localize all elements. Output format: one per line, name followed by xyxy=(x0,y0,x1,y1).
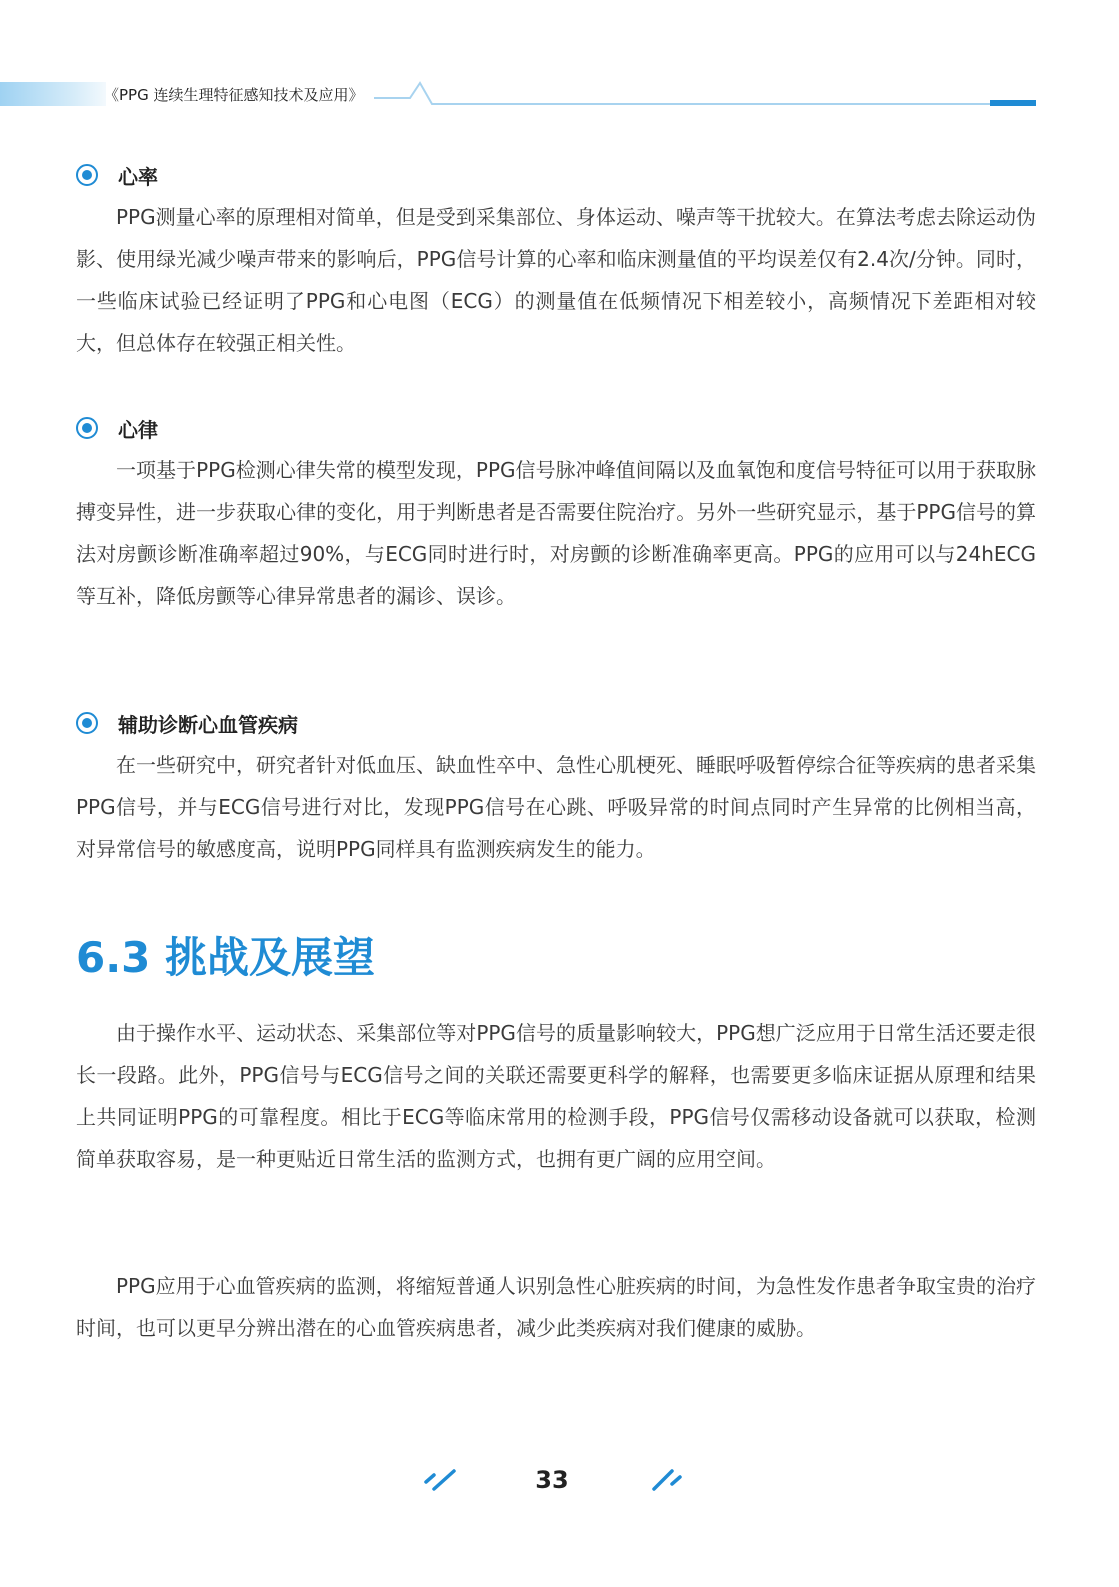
section-title: 辅助诊断心血管疾病 xyxy=(118,712,298,737)
header-pulse-line xyxy=(370,78,1040,110)
bullet-circle-icon xyxy=(76,712,98,734)
section-heading-cardiovascular xyxy=(76,709,298,737)
header-color-band xyxy=(0,82,106,106)
section-heading-heart-rhythm xyxy=(76,414,158,442)
chapter-title: 6.3 挑战及展望 xyxy=(76,933,376,982)
footer-slash-decoration-right xyxy=(650,1466,684,1494)
chapter-paragraph: PPG应用于心血管疾病的监测，将缩短普通人识别急性心脏疾病的时间，为急性发作患者争取宝贵的治疗时间，也可以更早分辨出潜在的心血管疾病患者，减少此类疾病对我们健康的威胁。 xyxy=(76,1274,1036,1340)
section-title: 心律 xyxy=(118,417,158,442)
bullet-circle-icon xyxy=(76,417,98,439)
section-paragraph: 在一些研究中，研究者针对低血压、缺血性卒中、急性心肌梗死、睡眠呼吸暂停综合征等疾病的患者采集PPG信号，并与ECG信号进行对比，发现PPG信号在心跳、呼吸异常的时间点同时产生异常的比例相当高，对异常信号的敏感度高，说明PPG同样具有监测疾病发生的能力。 xyxy=(76,753,1036,861)
running-title: 《PPG 连续生理特征感知技术及应用》 xyxy=(104,86,364,104)
section-paragraph: PPG测量心率的原理相对简单，但是受到采集部位、身体运动、噪声等干扰较大。在算法考虑去除运动伪影、使用绿光减少噪声带来的影响后，PPG信号计算的心率和临床测量值的平均误差仅有2.4次/分钟。同时，一些临床试验已经证明了PPG和心电图（ECG）的测量值在低频情况下相差较小，高频情况下差距相对较大，但总体存在较强正相关性。 xyxy=(76,205,1036,355)
bullet-circle-icon xyxy=(76,164,98,186)
section-title: 心率 xyxy=(118,164,158,189)
footer-slash-decoration-left xyxy=(424,1466,458,1494)
section-paragraph: 一项基于PPG检测心律失常的模型发现，PPG信号脉冲峰值间隔以及血氧饱和度信号特征可以用于获取脉搏变异性，进一步获取心律的变化，用于判断患者是否需要住院治疗。另外一些研究显示，基于PPG信号的算法对房颤诊断准确率超过90%，与ECG同时进行时，对房颤的诊断准确率更高。PPG的应用可以与24hECG等互补，降低房颤等心律异常患者的漏诊、误诊。 xyxy=(76,458,1036,608)
chapter-paragraph: 由于操作水平、运动状态、采集部位等对PPG信号的质量影响较大，PPG想广泛应用于日常生活还要走很长一段路。此外，PPG信号与ECG信号之间的关联还需要更科学的解释，也需要更多临床证据从原理和结果上共同证明PPG的可靠程度。相比于ECG等临床常用的检测手段，PPG信号仅需移动设备就可以获取，检测简单获取容易，是一种更贴近日常生活的监测方式，也拥有更广阔的应用空间。 xyxy=(76,1021,1036,1171)
page-number: 33 xyxy=(535,1466,569,1494)
section-heading-heart-rate xyxy=(76,161,158,189)
